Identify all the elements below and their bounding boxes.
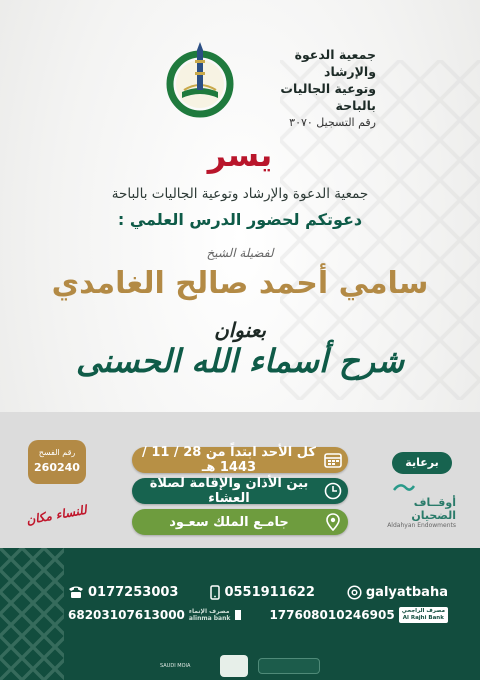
social-handle: galyatbaha — [365, 584, 448, 600]
header — [0, 38, 480, 129]
location-text: جامـع الملك سعـود — [169, 514, 289, 530]
organization-name — [246, 46, 376, 132]
date-text: كل الأحد ابتداً من 28 / 11 / 1443 هـ — [142, 445, 316, 475]
ministry-logos — [0, 652, 480, 680]
location-pin-icon — [318, 509, 348, 535]
lecture-title: شرح أسماء الله الحسنى — [75, 342, 405, 380]
ministry-logo-icon — [220, 655, 248, 677]
rajhi-account: 177608010246905 — [269, 608, 395, 622]
phone-item[interactable] — [68, 585, 178, 600]
women-notice: للنساء مكان — [25, 502, 88, 528]
sponsor-name: أوقــاف الضحيان — [411, 496, 456, 522]
time-text: بين الأذان والإقامة لصلاة العشاء — [149, 476, 309, 506]
sheikh-name: سامي أحمد صالح الغامدي — [51, 266, 429, 301]
ministry-label: SAUDI MOIA — [160, 663, 191, 669]
contact-row — [68, 582, 448, 602]
ministry-emblem-icon — [258, 658, 320, 674]
permit-number: 260240 — [34, 461, 80, 474]
org-registration: رقم التسجيل ٣٠٧٠ — [289, 116, 376, 129]
permit-badge — [28, 440, 86, 484]
bank-rajhi — [269, 607, 448, 623]
sponsor-mark-icon — [392, 480, 416, 496]
social-item[interactable] — [347, 585, 448, 600]
org-line-2: وتوعية الجاليات بالباحة — [280, 81, 376, 113]
sheikh-label: لفضيلة الشيخ — [206, 246, 274, 260]
date-pill — [132, 447, 348, 473]
sponsor-logo — [380, 480, 456, 528]
alinma-logo-icon — [234, 609, 242, 621]
clock-icon — [318, 478, 348, 504]
invitation-text: دعوتكم لحضور الدرس العلمي : — [117, 210, 363, 229]
calendar-icon — [318, 447, 348, 473]
location-pill — [132, 509, 348, 535]
at-icon — [347, 585, 362, 600]
alinma-account: 68203107613000 — [68, 608, 185, 622]
yusr-heading: يسر — [207, 136, 273, 174]
sponsor-name-en: Aldahyan Endowments — [387, 522, 456, 529]
mobile-item[interactable] — [210, 585, 314, 600]
time-pill — [132, 478, 348, 504]
rajhi-label: مصرف الراجحي Al Rajhi Bank — [399, 607, 448, 623]
mobile-icon — [210, 585, 220, 600]
mobile-number: 0551911622 — [224, 584, 315, 600]
org-line-1: جمعية الدعوة والإرشاد — [294, 47, 376, 79]
bank-alinma — [68, 608, 242, 622]
bank-row — [68, 606, 448, 624]
permit-label: رقم الفسح — [38, 448, 76, 457]
sponsor-label: برعاية — [392, 452, 452, 474]
association-logo-icon — [160, 40, 240, 118]
phone-number: 0177253003 — [88, 584, 179, 600]
alinma-label: مصرف الإنماء alinma bank — [188, 608, 231, 622]
title-label: بعنوان — [214, 318, 266, 342]
phone-icon — [68, 585, 84, 599]
org-full-name: جمعية الدعوة والإرشاد وتوعية الجاليات بالباحة — [111, 186, 369, 202]
